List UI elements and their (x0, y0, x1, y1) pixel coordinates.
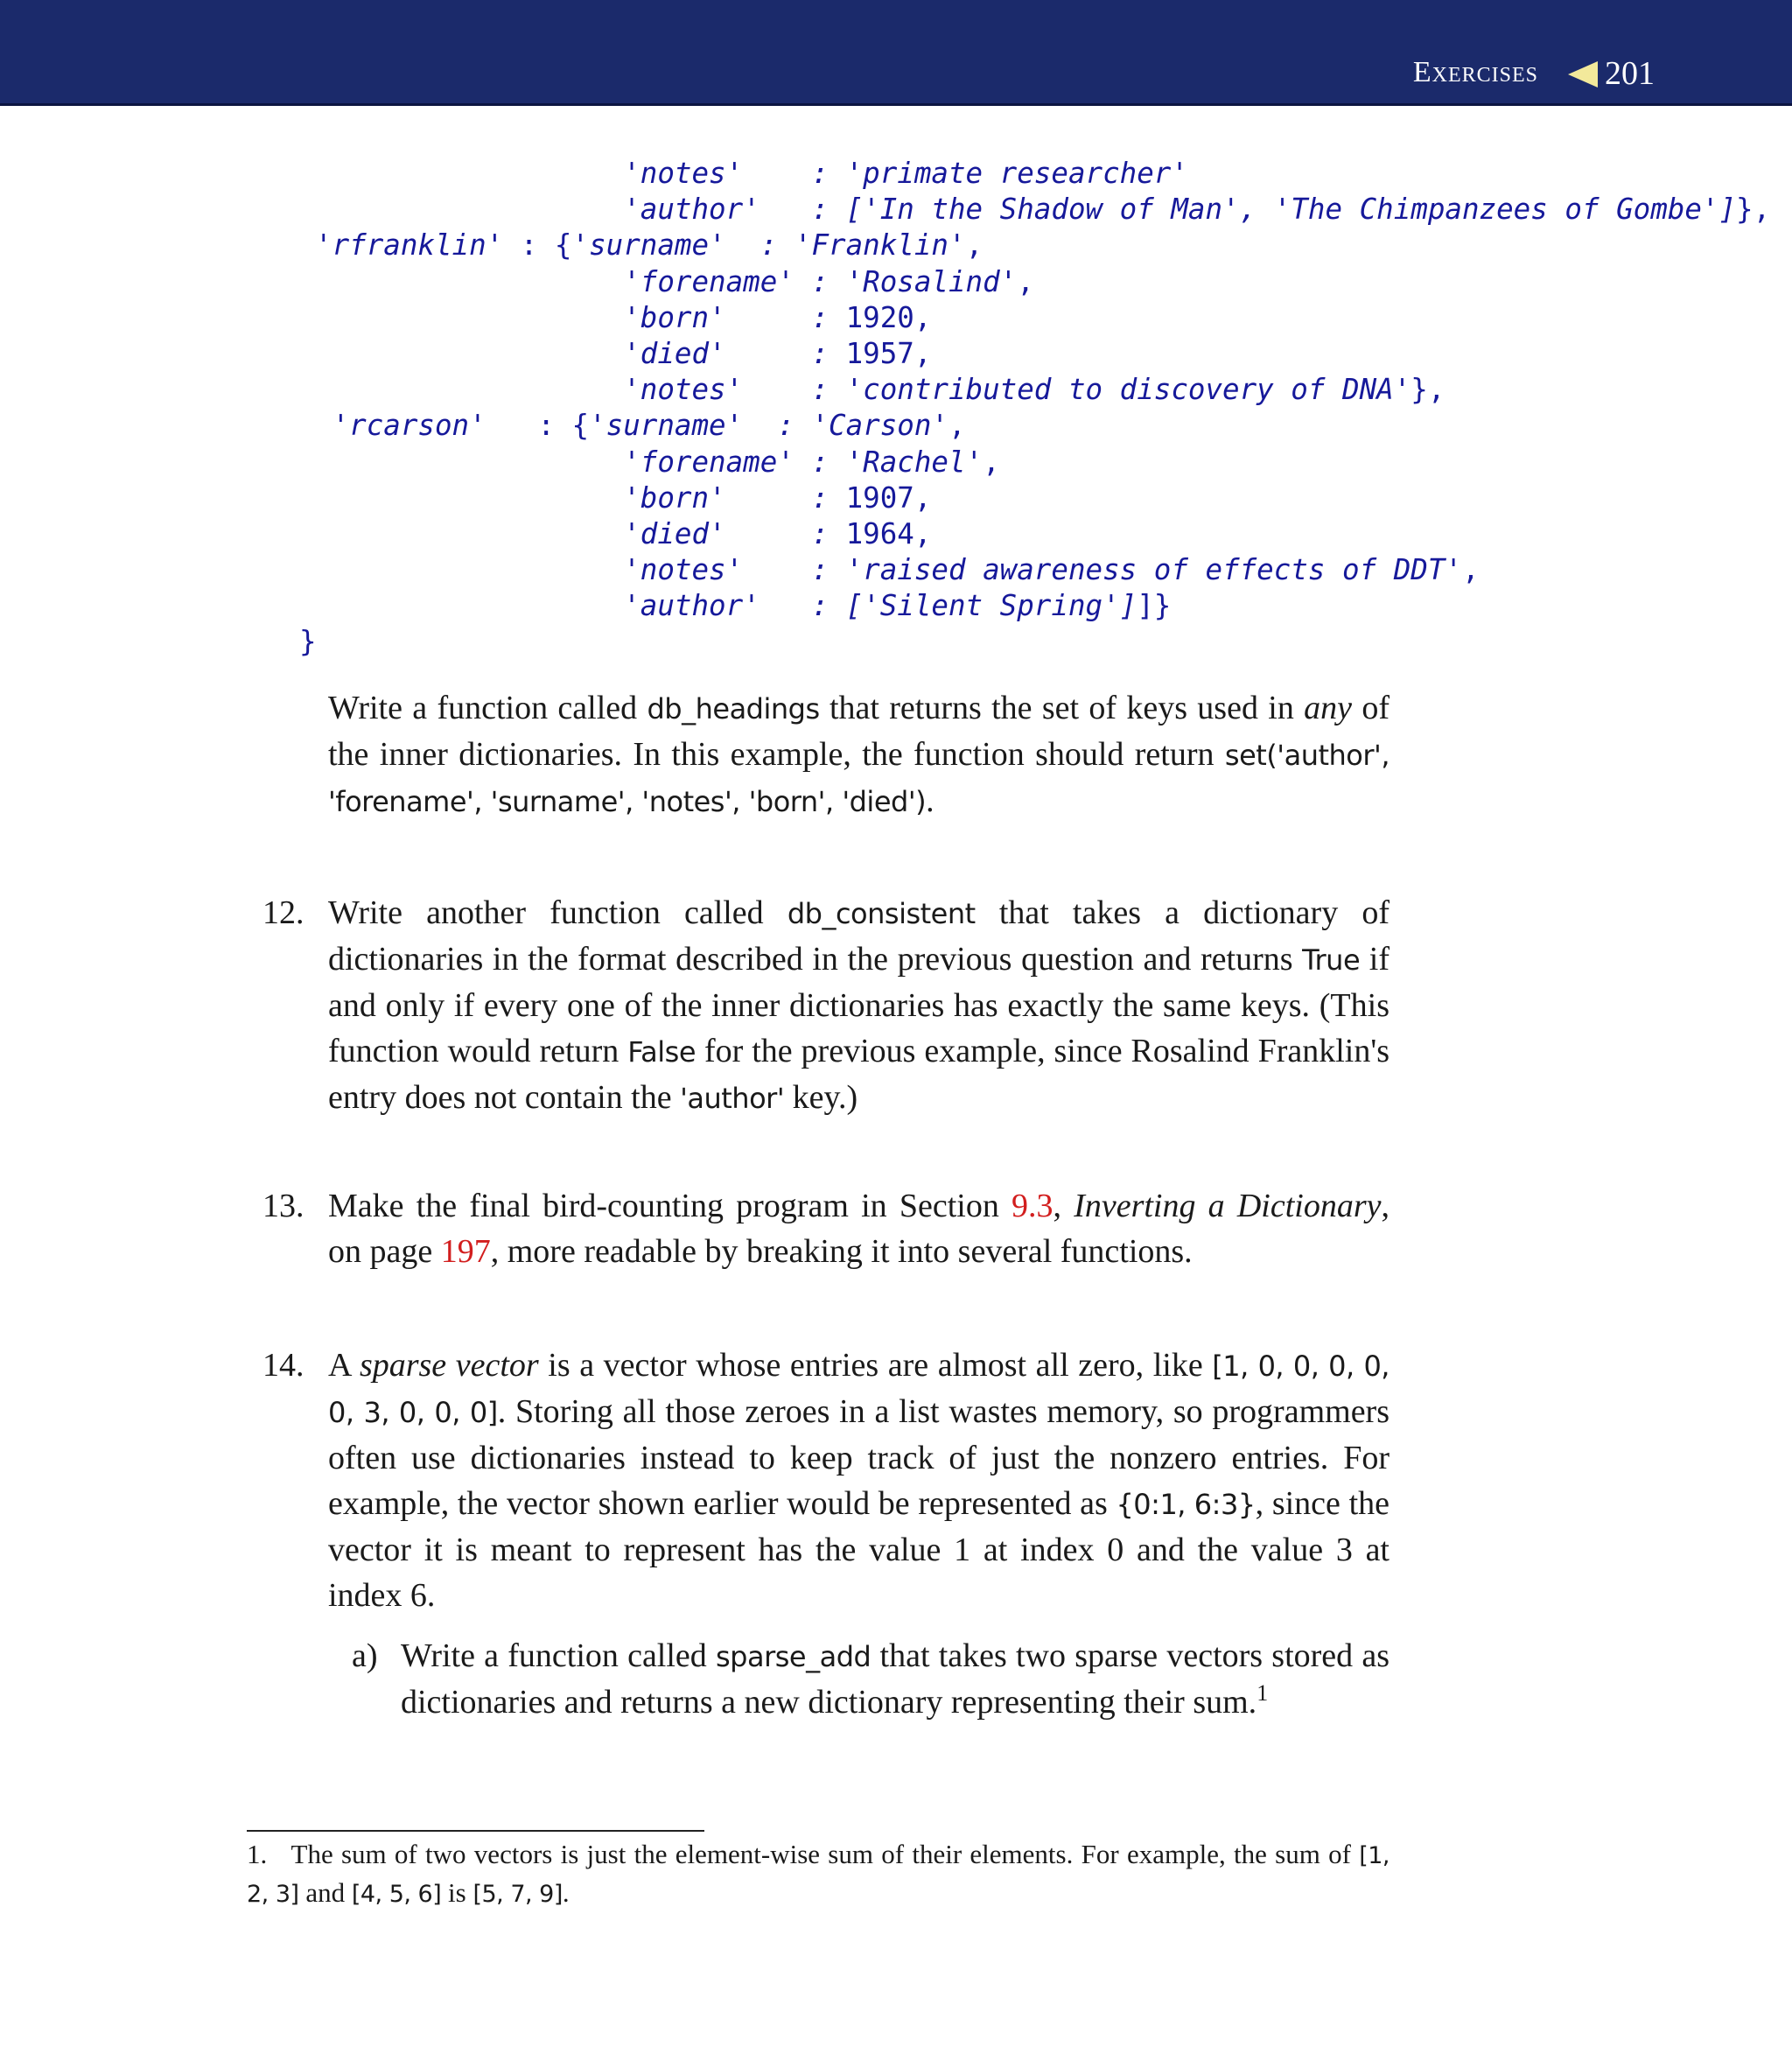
code-inner-key: 'forename' : (623, 445, 846, 479)
page-link[interactable]: 197 (440, 1233, 491, 1270)
code-indent (315, 157, 623, 190)
exercise-12: Write another function called db_consistent that takes a dictionary of dictionaries in the format described in the previous question and returns True if and only if every one of the inner dictionaries has exactly the same keys. (This function would return False for the previous example, since Rosalind Franklin's entry does not contain the 'author' key.) (328, 894, 1390, 1116)
subpart-label: a) (352, 1637, 378, 1674)
code-line (315, 445, 1770, 480)
code-punct: ]} (1137, 589, 1172, 623)
code-line (315, 516, 1770, 552)
code-inner-key: 'surname' : (589, 409, 812, 443)
code-inner-key: 'notes' : (623, 373, 846, 407)
code-inner-key: 'notes' : (623, 157, 846, 190)
code-punct: : { (503, 228, 572, 263)
code-value: 1964 (845, 516, 914, 550)
code-value: 'raised awareness of effects of DDT' (845, 553, 1462, 587)
code-inline: {0:1, 6:3} (1116, 1488, 1256, 1521)
code-punct: , (914, 516, 932, 550)
code-inner-key: 'died' : (623, 516, 846, 550)
exercise-13: Make the final bird-counting program in Section 9.3, Inverting a Dictionary, on page 197, more readable by breaking it into several functions. (328, 1188, 1390, 1270)
code-line (299, 624, 1770, 660)
footnote: 1. The sum of two vectors is just the element-wise sum of their elements. For example, the sum of [1, 2, 3] and [4, 5, 6] is [5, 7, 9]. (247, 1839, 1390, 1908)
code-line (315, 408, 1770, 444)
code-indent (315, 337, 623, 370)
code-inner-key: 'author' : (623, 589, 846, 623)
code-indent (315, 301, 623, 334)
exercise-14a: Write a function called sparse_add that takes two sparse vectors stored as dictionaries and returns a new dictionary representing their sum.$^1$ (401, 1637, 1390, 1721)
code-line (315, 336, 1770, 372)
page-marker-icon (1568, 61, 1598, 88)
code-value: 1907 (845, 480, 914, 515)
code-value: 'primate researcher' (845, 157, 1188, 190)
code-inner-key: 'forename' : (623, 264, 846, 298)
footnote-marker[interactable]: 1 (1256, 1680, 1269, 1706)
code-value: 'Rachel' (845, 445, 984, 479)
code-punct: }, (1736, 193, 1771, 227)
running-header (0, 0, 1792, 106)
exercise-number: 12. (262, 894, 304, 931)
code-line (315, 480, 1770, 516)
code-indent (315, 517, 623, 550)
code-indent (315, 589, 623, 622)
code-punct: , (983, 445, 1000, 479)
footnote-divider (247, 1830, 704, 1832)
code-punct: , (1461, 553, 1480, 587)
code-value: 1957 (845, 336, 914, 370)
code-indent (315, 265, 623, 298)
function-name: sparse_add (716, 1640, 872, 1673)
code-line (315, 300, 1770, 336)
code-value: 'Franklin' (794, 228, 966, 263)
code-value: 'contributed to discovery of DNA' (845, 373, 1411, 407)
code-line (315, 228, 1770, 263)
code-line (315, 552, 1770, 588)
code-punct: , (1017, 264, 1034, 298)
code-indent (315, 481, 623, 515)
code-outer-key: 'rcarson' (332, 409, 486, 443)
code-value: 'Rosalind' (845, 264, 1018, 298)
section-title: Exercises (1412, 56, 1538, 88)
code-line (315, 192, 1770, 228)
code-inline: [1, 0, 0, 0, 0, 0, 3, 0, 0, 0] (328, 1349, 1390, 1429)
code-value: ['Silent Spring'] (845, 589, 1138, 623)
code-outer-key: 'rfranklin' (315, 228, 504, 263)
code-inline: set('author', 'forename', 'surname', 'notes', 'born', 'died') (328, 739, 1390, 818)
page-number: 201 (1605, 55, 1655, 92)
code-indent (315, 193, 623, 226)
code-punct: : { (486, 409, 590, 443)
section-link[interactable]: 9.3 (1012, 1188, 1054, 1224)
code-inner-key: 'died' : (623, 336, 846, 370)
code-line (315, 372, 1770, 408)
code-punct: , (948, 409, 966, 443)
exercise-number: 14. (262, 1347, 304, 1384)
code-punct: , (914, 480, 932, 515)
code-line (315, 588, 1770, 624)
code-inner-key: 'born' : (623, 300, 846, 334)
code-punct: , (914, 336, 932, 370)
code-inner-key: 'author' : (623, 193, 846, 227)
code-line (315, 156, 1770, 192)
code-indent (315, 445, 623, 479)
code-line (315, 264, 1770, 300)
code-value: 'Carson' (811, 409, 949, 443)
code-value: ['In the Shadow of Man', 'The Chimpanzees of Gombe'] (845, 193, 1737, 227)
code-punct: , (914, 300, 932, 334)
code-inner-key: 'notes' : (623, 553, 846, 587)
code-outer-key: } (299, 625, 317, 659)
code-indent (315, 373, 623, 406)
code-inner-key: 'born' : (623, 480, 846, 515)
exercise-14: A sparse vector is a vector whose entries are almost all zero, like [1, 0, 0, 0, 0, 0, 3, 0, 0, 0]. Storing all those zeroes in a list wastes memory, so programmers often use dictionaries instead to keep track of just the nonzero entries. For example, the vector shown earlier would be represented as {0:1, 6:3}, since the vector it is meant to represent has the value 1 at index 0 and the value 3 at index 6. (328, 1347, 1390, 1614)
code-block (299, 156, 1771, 661)
code-indent (315, 553, 623, 586)
exercise-number: 13. (262, 1188, 304, 1224)
code-inner-key: 'surname' : (571, 228, 794, 263)
code-punct: , (965, 228, 984, 263)
code-punct: }, (1410, 373, 1446, 407)
code-value: 1920 (845, 300, 914, 334)
paragraph-q11-continued: Write a function called db_headings that returns the set of keys used in any of the inner dictionaries. In this example, the function should return set('author', 'forename', 'surname', 'notes', 'born', 'died'). (328, 690, 1390, 819)
function-name: db_headings (647, 692, 820, 726)
function-name: db_consistent (787, 897, 976, 930)
